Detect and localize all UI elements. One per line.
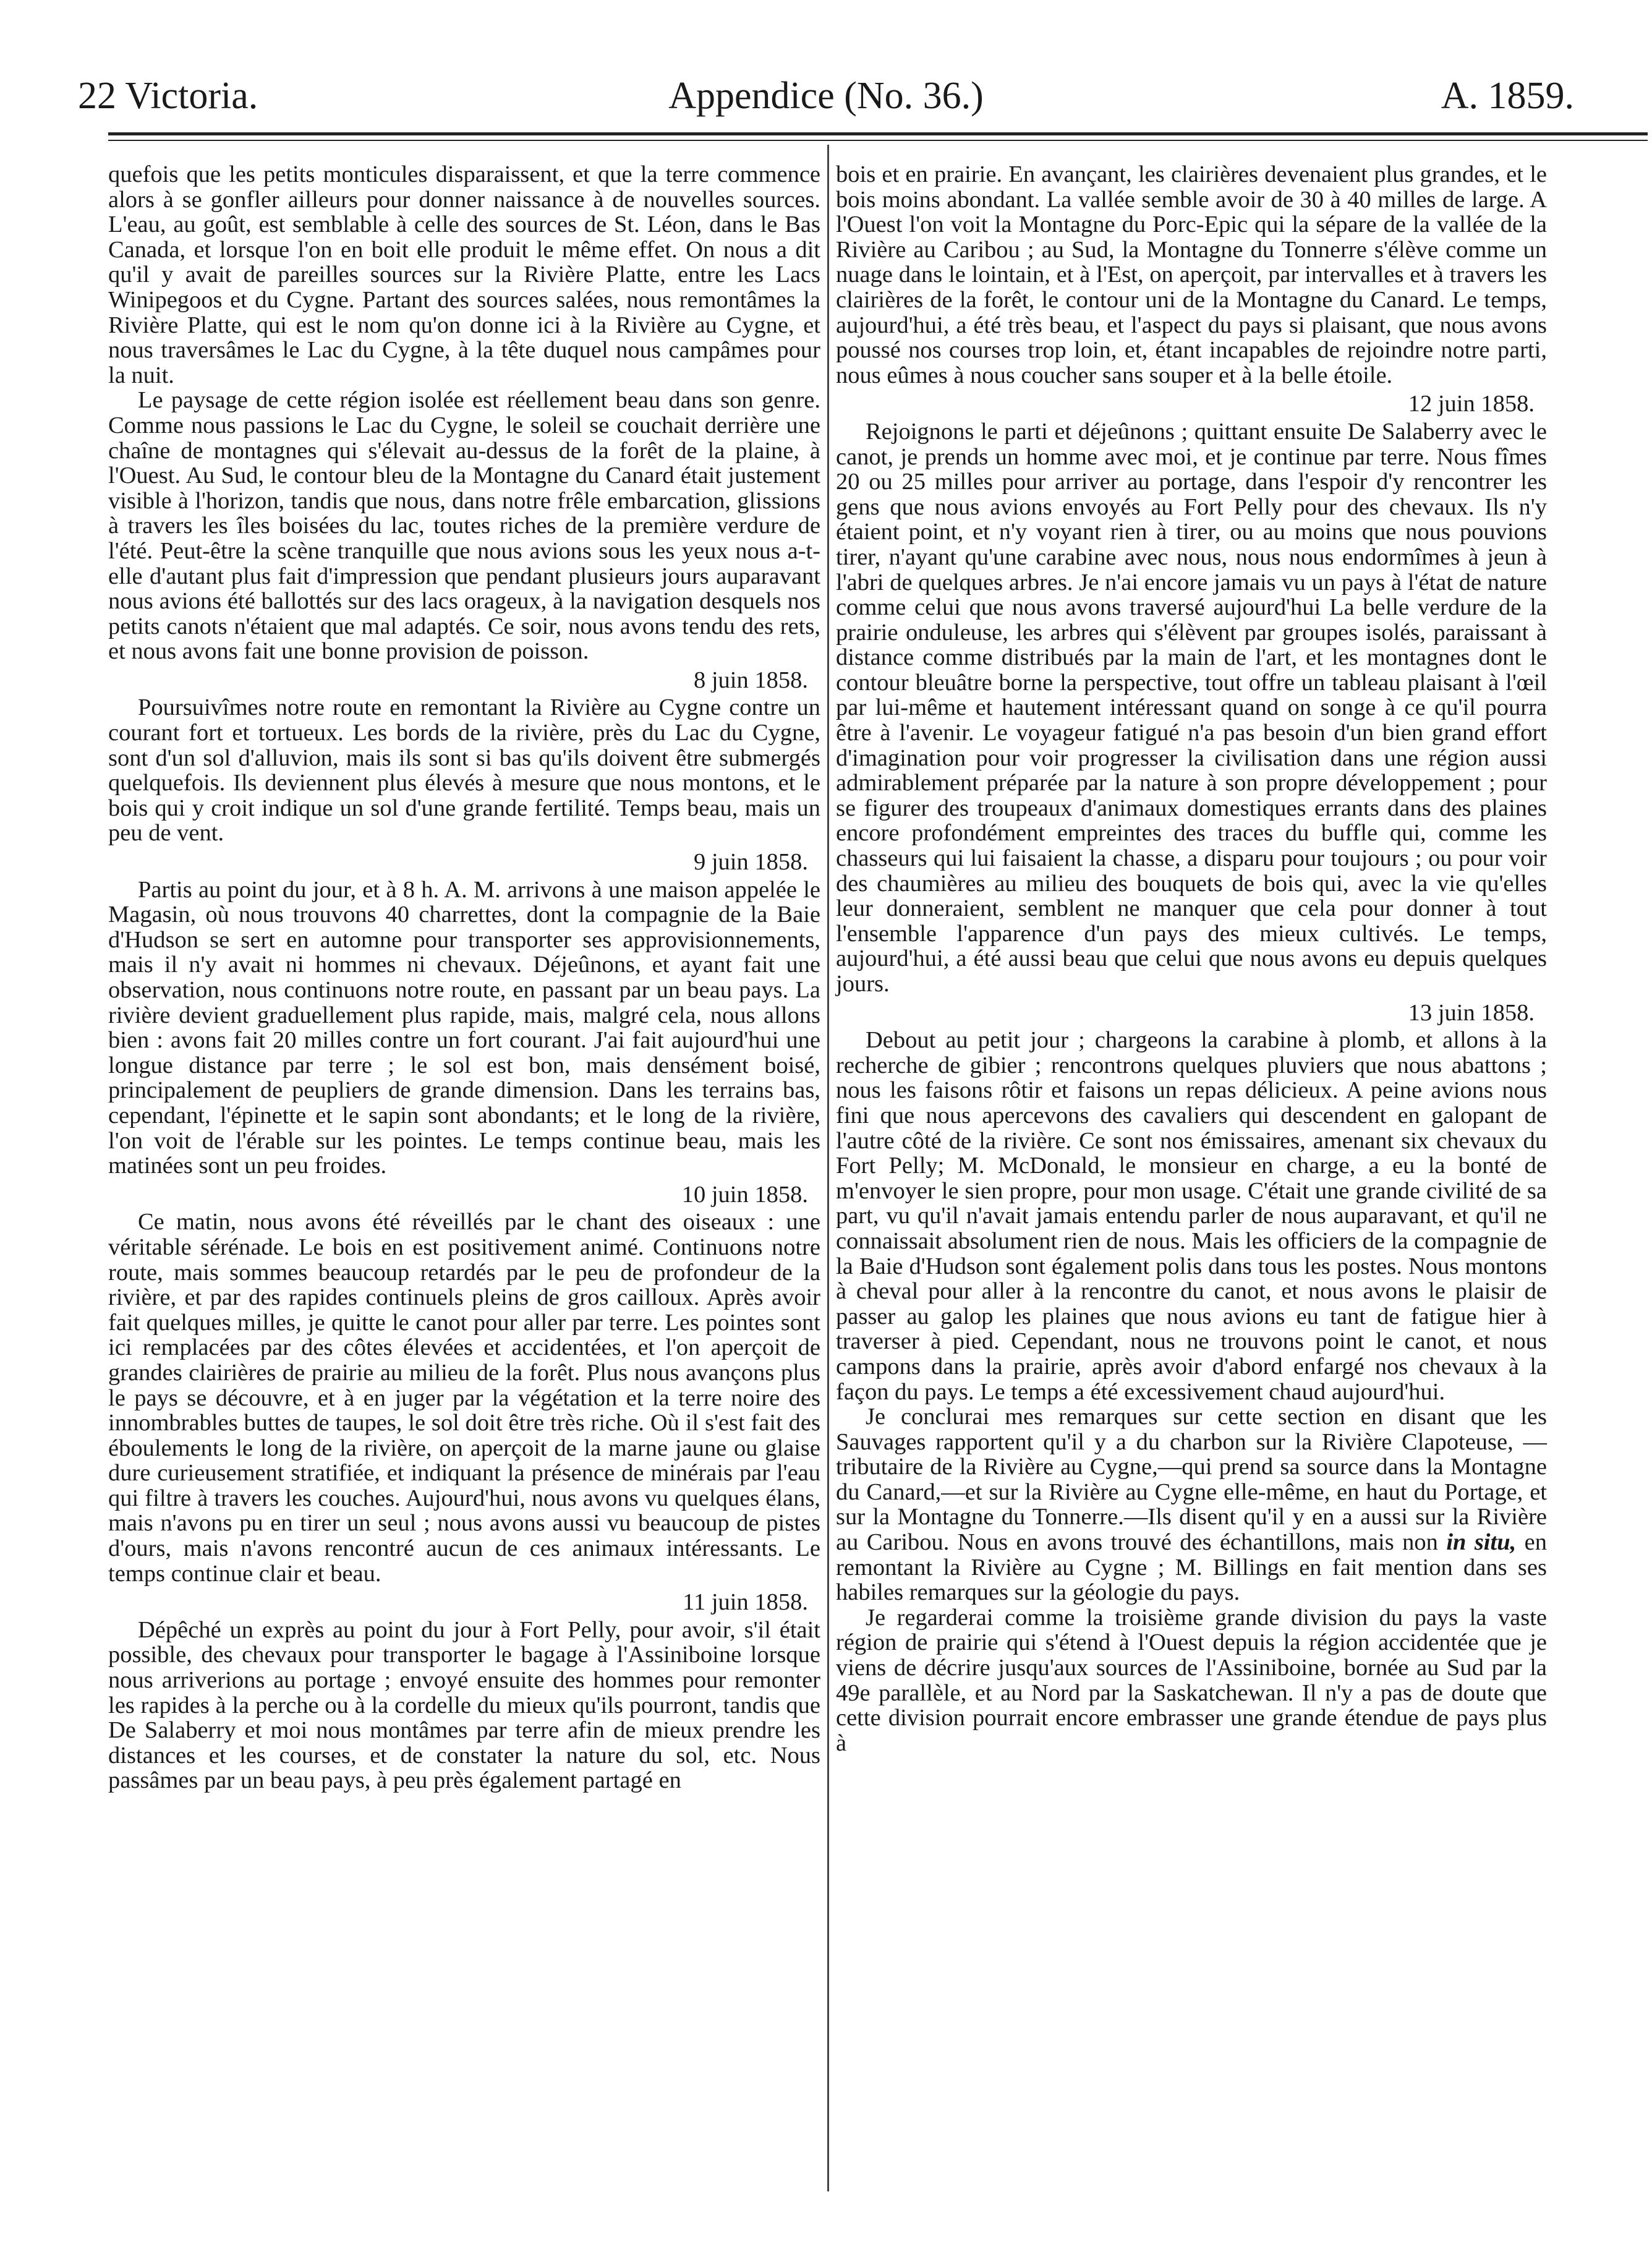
entry-date: 8 juin 1858. [693,667,808,693]
paragraph: Rejoignons le parti et déjeûnons ; quittant ensuite De Salaberry avec le canot, je prends un homme avec moi, et je continue par terre. Nous fîmes 20 ou 25 milles pour arriver au portage, dans l'espoir d'y rencontrer les gens que nous avions envoyés au Fort Pelly pour des chevaux. Ils n'y étaient point, et n'y voyant rien à tirer, ou au moins que nous pouvions tirer, n'ayant qu'une carabine avec nous, nous nous endormîmes à jeun à l'abri de quelques arbres. Je n'ai encore jamais vu un pays à l'état de nature comme celui que nous avons traversé aujourd'hui La belle verdure de la prairie onduleuse, les arbres qui s'élèvent par groupes isolés, paraissant à distance comme distribués par la main de l'art, et les montagnes dont le contour bleuâtre borne la perspective, tout offre un tableau plaisant à l'œil par lui-même et hautement intéressant quand on songe à ce qu'il pourra être à l'avenir. Le voyageur fatigué n'a pas besoin d'un bien grand effort d'imagination pour voir progresser la civilisation dans une région aussi admirablement préparée par la nature à son propre développement ; pour se figurer des troupeaux d'animaux domestiques errants dans des plaines encore profondément empreintes des traces du buffle qui, comme les chasseurs qui lui faisaient la chasse, a disparu pour toujours ; ou pour voir des chaumières au milieu des bouquets de bois qui, avec la vie qu'elles leur donneraient, semblent ne manquer que cela pour donner à tout l'ensemble l'apparence d'un pays des mieux cultivés. Le temps, aujourd'hui, a été aussi beau que celui que nous avons eu depuis quelques jours. [836,418,1547,997]
paragraph: Dépêché un exprès au point du jour à Fort Pelly, pour avoir, s'il était possible, des chevaux pour transporter le bagage à l'Assiniboine lorsque nous arriverions au portage ; envoyé ensuite des hommes pour remonter les rapides à la perche ou à la cordelle du mieux qu'ils pourront, tandis que De Salaberry et moi nous montâmes par terre afin de mieux prendre les distances et les courses, et de constater la nature du sol, etc. Nous passâmes par un beau pays, à peu près également partagé en [108,1616,820,1794]
header-rule-thick [108,132,1648,135]
paragraph: bois et en prairie. En avançant, les clairières devenaient plus grandes, et le bois moins abondant. La vallée semble avoir de 30 à 40 milles de large. A l'Ouest l'on voit la Montagne du Porc-Epic qui la sépare de la vallée de la Rivière au Caribou ; au Sud, la Montagne du Tonnerre s'élève comme un nuage dans le lointain, et à l'Est, on aperçoit, par intervalles et à travers les clairières de la forêt, le contour uni de la Montagne du Canard. Le temps, aujourd'hui, a été très beau, et l'aspect du pays si plaisant, que nous avons poussé nos courses trop loin, et, étant incapables de rejoindre notre parti, nous eûmes à nous coucher sans souper et à la belle étoile. [836,161,1547,388]
column-divider [827,145,829,2191]
paragraph: Debout au petit jour ; chargeons la carabine à plomb, et allons à la recherche de gibier ; rencontrons quelques pluviers que nous abattons ; nous les faisons rôtir et faisons un repas délicieux. A peine avions nous fini que nous apercevons des cavaliers qui descendent en galopant de l'autre côté de la rivière. Ce sont nos émissaires, amenant six chevaux du Fort Pelly; M. McDonald, le monsieur en charge, a eu la bonté de m'envoyer le sien propre, pour mon usage. C'était une grande civilité de sa part, vu qu'il n'avait jamais entendu parler de nous auparavant, et qu'il ne connaissait absolument rien de nous. Mais les officiers de la compagnie de la Baie d'Hudson sont également polis dans tous les postes. Nous montons à cheval pour aller à la rencontre du canot, et nous avons le plaisir de passer au galop les plaines que nous avions eu tant de fatigue hier à traverser à pied. Cependant, nous ne trouvons point le canot, et nous campons dans la prairie, après avoir d'abord enfargé nos chevaux à la façon du pays. Le temps a été excessivement chaud aujourd'hui. [836,1027,1547,1405]
latin-phrase: in situ, [1446,1529,1517,1556]
paragraph: Je regarderai comme la troisième grande division du pays la vaste région de prairie qui s'étend à l'Ouest depuis la région accidentée que je viens de décrire jusqu'aux sources de l'Assiniboine, bornée au Sud par la 49e parallèle, et au Nord par la Saskatchewan. Il n'y a pas de doute que cette division pourrait encore embrasser une grande étendue de pays plus à [836,1604,1547,1756]
left-column [108,162,820,1793]
running-header [78,65,1574,127]
entry-date: 11 juin 1858. [683,1589,808,1616]
paragraph: quefois que les petits monticules disparaissent, et que la terre commence alors à se gonfler ailleurs pour donner naissance à de nouvelles sources. L'eau, au goût, est semblable à celle des sources de St. Léon, dans le Bas Canada, et lorsque l'on en boit elle produit le même effet. On nous a dit qu'il y avait de pareilles sources sur la Rivière Platte, entre les Lacs Winipegoos et du Cygne. Partant des sources salées, nous remontâmes la Rivière Platte, qui est le nom qu'on donne ici à la Rivière au Cygne, et nous traversâmes le Lac du Cygne, à la tête duquel nous campâmes pour la nuit. [108,161,820,388]
right-column [836,162,1547,1756]
entry-date: 9 juin 1858. [693,849,808,876]
paragraph-text: en remontant la Rivière au Cygne ; M. Billings en fait mention dans ses habiles remarques sur la géologie du pays. [836,1529,1547,1606]
header-session: 22 Victoria. [78,75,258,117]
entry-date: 10 juin 1858. [681,1181,808,1208]
paragraph-text: Je conclurai mes remarques sur cette section en disant que les Sauvages rapportent qu'il y a du charbon sur la Rivière Clapoteuse, —tributaire de la Rivière au Cygne,—qui prend sa source dans la Montagne du Canard,—et sur la Rivière au Cygne elle-même, en haut du Portage, et sur la Montagne du Tonnerre.—Ils disent qu'il y en a aussi sur la Rivière au Caribou. Nous en avons trouvé des échantillons, mais non [836,1404,1547,1556]
paragraph: Le paysage de cette région isolée est réellement beau dans son genre. Comme nous passions le Lac du Cygne, le soleil se couchait derrière une chaîne de montagnes qui s'élevait au-dessus de la forêt de la plaine, à l'Ouest. Au Sud, le contour bleu de la Montagne du Canard était justement visible à l'horizon, tandis que nous, dans notre frêle embarcation, glissions à travers les îles boisées du lac, toutes riches de la première verdure de l'été. Peut-être la scène tranquille que nous avions sous les yeux nous a-t-elle d'autant plus fait d'impression que pendant plusieurs jours auparavant nous avions été ballottés sur des lacs orageux, à la navigation desquels nos petits canots n'étaient que mal adaptés. Ce soir, nous avons tendu des rets, et nous avons fait une bonne provision de poisson. [108,387,820,665]
entry-date: 12 juin 1858. [1408,391,1535,417]
header-year: A. 1859. [1441,75,1574,117]
paragraph [836,1404,1547,1605]
header-rule-thin [108,140,1648,141]
entry-date: 13 juin 1858. [1408,999,1535,1026]
header-title: Appendice (No. 36.) [668,75,984,117]
paragraph: Partis au point du jour, et à 8 h. A. M. arrivons à une maison appelée le Magasin, où nous trouvons 40 charrettes, dont la compagnie de la Baie d'Hudson se sert en automne pour transporter ses approvisionnements, mais il n'y avait ni hommes ni chevaux. Déjeûnons, et ayant fait une observation, nous continuons notre route, en passant par un beau pays. La rivière devient graduellement plus rapide, mais, malgré cela, nous allons bien : avons fait 20 milles contre un fort courant. J'ai fait aujourd'hui une longue distance par terre ; le sol est bon, mais densément boisé, principalement de peupliers de grande dimension. Dans les terrains bas, cependant, l'épinette et le sapin sont abondants; et le long de la rivière, l'on voit de l'érable sur les pointes. Le temps continue beau, mais les matinées sont un peu froides. [108,876,820,1179]
paragraph: Ce matin, nous avons été réveillés par le chant des oiseaux : une véritable sérénade. Le bois en est positivement animé. Continuons notre route, mais sommes beaucoup retardés par le peu de profondeur de la rivière, et par des rapides continuels pleins de gros cailloux. Après avoir fait quelques milles, je quitte le canot pour aller par terre. Les pointes sont ici remplacées par des côtes élevées et accidentées, et l'on aperçoit de grandes clairières de prairie au milieu de la forêt. Plus nous avançons plus le pays se découvre, et à en juger par la végétation et la terre noire des innombrables buttes de taupes, le sol doit être très riche. Où il s'est fait des éboulements le long de la rivière, on aperçoit de la marne jaune ou glaise dure curieusement stratifiée, et indiquant la présence de minérais par l'eau qui filtre à travers les couches. Aujourd'hui, nous avons vu quelques élans, mais n'avons pu en tirer un seul ; nous avons aussi vu beaucoup de pistes d'ours, mais n'avons rencontré aucun de ces animaux intéressants. Le temps continue clair et beau. [108,1209,820,1587]
paragraph: Poursuivîmes notre route en remontant la Rivière au Cygne contre un courant fort et tortueux. Les bords de la rivière, près du Lac du Cygne, sont d'un sol d'alluvion, mais ils sont si bas qu'ils doivent être submergés quelquefois. Ils deviennent plus élevés à mesure que nous montons, et le bois qui y croit indique un sol d'une grande fertilité. Temps beau, mais un peu de vent. [108,694,820,847]
